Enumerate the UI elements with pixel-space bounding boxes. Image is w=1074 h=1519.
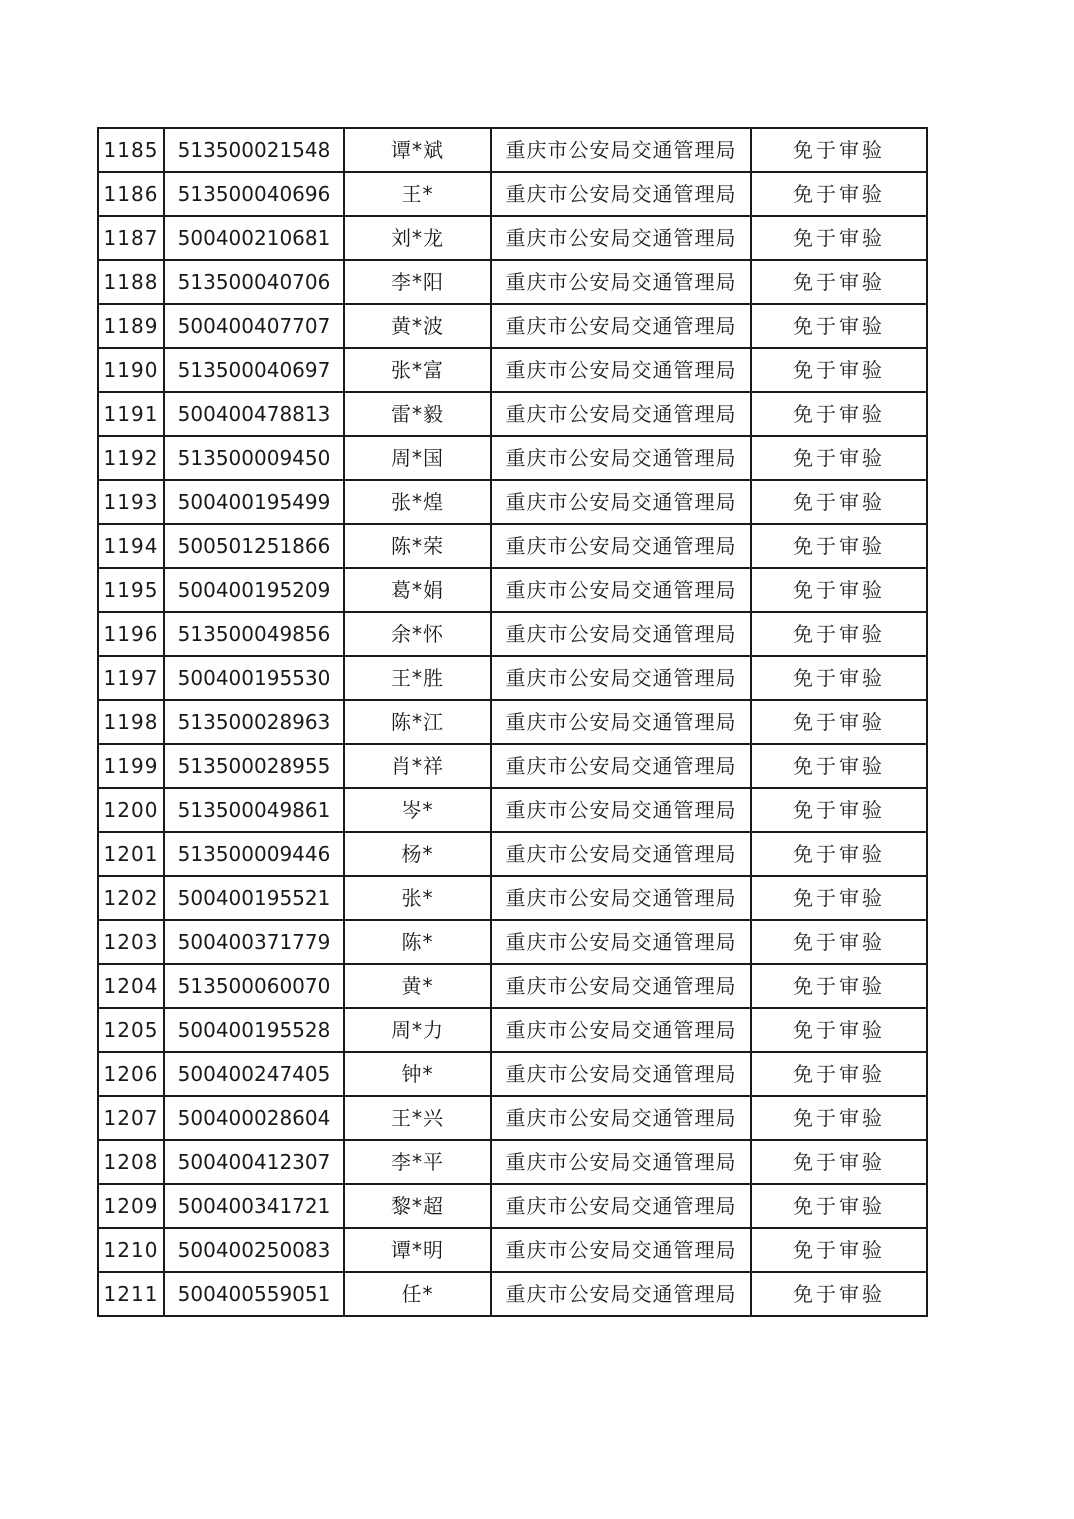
review-result-cell: 免于审验 (751, 700, 927, 744)
review-result-cell: 免于审验 (751, 524, 927, 568)
driver-name-cell: 刘*龙 (344, 216, 491, 260)
license-number-cell: 500400371779 (164, 920, 344, 964)
review-result-cell: 免于审验 (751, 1008, 927, 1052)
driver-name-cell: 陈* (344, 920, 491, 964)
serial-number-cell: 1207 (98, 1096, 164, 1140)
serial-number-cell: 1211 (98, 1272, 164, 1316)
issuing-authority-cell: 重庆市公安局交通管理局 (491, 612, 751, 656)
review-result-cell: 免于审验 (751, 1140, 927, 1184)
license-number-cell: 500400559051 (164, 1272, 344, 1316)
table-row (98, 260, 927, 304)
driver-name-cell: 黄*波 (344, 304, 491, 348)
table-row (98, 964, 927, 1008)
issuing-authority-cell: 重庆市公安局交通管理局 (491, 656, 751, 700)
table-row (98, 568, 927, 612)
license-number-cell: 513500021548 (164, 128, 344, 172)
review-result-cell: 免于审验 (751, 480, 927, 524)
serial-number-cell: 1195 (98, 568, 164, 612)
driver-name-cell: 张*富 (344, 348, 491, 392)
table-row (98, 436, 927, 480)
license-number-cell: 500400195530 (164, 656, 344, 700)
license-number-cell: 513500040696 (164, 172, 344, 216)
issuing-authority-cell: 重庆市公安局交通管理局 (491, 1096, 751, 1140)
serial-number-cell: 1201 (98, 832, 164, 876)
driver-name-cell: 葛*娟 (344, 568, 491, 612)
review-result-cell: 免于审验 (751, 568, 927, 612)
serial-number-cell: 1203 (98, 920, 164, 964)
driver-name-cell: 陈*江 (344, 700, 491, 744)
table-row (98, 304, 927, 348)
issuing-authority-cell: 重庆市公安局交通管理局 (491, 700, 751, 744)
table-row (98, 656, 927, 700)
driver-name-cell: 王*胜 (344, 656, 491, 700)
issuing-authority-cell: 重庆市公安局交通管理局 (491, 304, 751, 348)
issuing-authority-cell: 重庆市公安局交通管理局 (491, 1052, 751, 1096)
record-table (97, 127, 928, 1317)
issuing-authority-cell: 重庆市公安局交通管理局 (491, 524, 751, 568)
issuing-authority-cell: 重庆市公安局交通管理局 (491, 920, 751, 964)
driver-name-cell: 黎*超 (344, 1184, 491, 1228)
record-table-body (98, 128, 927, 1316)
license-number-cell: 500400028604 (164, 1096, 344, 1140)
table-row (98, 128, 927, 172)
driver-name-cell: 张*煌 (344, 480, 491, 524)
issuing-authority-cell: 重庆市公安局交通管理局 (491, 392, 751, 436)
license-number-cell: 500400478813 (164, 392, 344, 436)
issuing-authority-cell: 重庆市公安局交通管理局 (491, 1008, 751, 1052)
review-result-cell: 免于审验 (751, 172, 927, 216)
table-row (98, 1140, 927, 1184)
issuing-authority-cell: 重庆市公安局交通管理局 (491, 348, 751, 392)
license-number-cell: 513500040706 (164, 260, 344, 304)
license-number-cell: 513500040697 (164, 348, 344, 392)
license-number-cell: 500400412307 (164, 1140, 344, 1184)
serial-number-cell: 1202 (98, 876, 164, 920)
driver-name-cell: 王* (344, 172, 491, 216)
table-row (98, 744, 927, 788)
license-number-cell: 500400195209 (164, 568, 344, 612)
review-result-cell: 免于审验 (751, 128, 927, 172)
driver-name-cell: 雷*毅 (344, 392, 491, 436)
issuing-authority-cell: 重庆市公安局交通管理局 (491, 1184, 751, 1228)
review-result-cell: 免于审验 (751, 392, 927, 436)
license-number-cell: 500400247405 (164, 1052, 344, 1096)
review-result-cell: 免于审验 (751, 436, 927, 480)
serial-number-cell: 1191 (98, 392, 164, 436)
license-number-cell: 513500009446 (164, 832, 344, 876)
table-row (98, 392, 927, 436)
driver-name-cell: 黄* (344, 964, 491, 1008)
serial-number-cell: 1198 (98, 700, 164, 744)
driver-name-cell: 余*怀 (344, 612, 491, 656)
driver-name-cell: 任* (344, 1272, 491, 1316)
issuing-authority-cell: 重庆市公安局交通管理局 (491, 568, 751, 612)
issuing-authority-cell: 重庆市公安局交通管理局 (491, 436, 751, 480)
serial-number-cell: 1187 (98, 216, 164, 260)
table-row (98, 832, 927, 876)
table-row (98, 612, 927, 656)
review-result-cell: 免于审验 (751, 1272, 927, 1316)
table-row (98, 172, 927, 216)
table-row (98, 788, 927, 832)
table-row (98, 1008, 927, 1052)
serial-number-cell: 1200 (98, 788, 164, 832)
serial-number-cell: 1206 (98, 1052, 164, 1096)
driver-name-cell: 周*国 (344, 436, 491, 480)
serial-number-cell: 1185 (98, 128, 164, 172)
issuing-authority-cell: 重庆市公安局交通管理局 (491, 480, 751, 524)
license-number-cell: 500501251866 (164, 524, 344, 568)
driver-name-cell: 周*力 (344, 1008, 491, 1052)
license-number-cell: 500400210681 (164, 216, 344, 260)
issuing-authority-cell: 重庆市公安局交通管理局 (491, 744, 751, 788)
issuing-authority-cell: 重庆市公安局交通管理局 (491, 832, 751, 876)
serial-number-cell: 1190 (98, 348, 164, 392)
review-result-cell: 免于审验 (751, 260, 927, 304)
serial-number-cell: 1196 (98, 612, 164, 656)
license-number-cell: 513500049856 (164, 612, 344, 656)
review-result-cell: 免于审验 (751, 1184, 927, 1228)
review-result-cell: 免于审验 (751, 1096, 927, 1140)
license-number-cell: 513500028963 (164, 700, 344, 744)
table-row (98, 1184, 927, 1228)
driver-name-cell: 王*兴 (344, 1096, 491, 1140)
license-number-cell: 500400407707 (164, 304, 344, 348)
review-result-cell: 免于审验 (751, 304, 927, 348)
driver-name-cell: 李*阳 (344, 260, 491, 304)
driver-name-cell: 钟* (344, 1052, 491, 1096)
issuing-authority-cell: 重庆市公安局交通管理局 (491, 172, 751, 216)
driver-name-cell: 杨* (344, 832, 491, 876)
issuing-authority-cell: 重庆市公安局交通管理局 (491, 1140, 751, 1184)
serial-number-cell: 1210 (98, 1228, 164, 1272)
table-row (98, 1052, 927, 1096)
review-result-cell: 免于审验 (751, 876, 927, 920)
issuing-authority-cell: 重庆市公安局交通管理局 (491, 1228, 751, 1272)
driver-name-cell: 张* (344, 876, 491, 920)
license-number-cell: 500400341721 (164, 1184, 344, 1228)
table-row (98, 524, 927, 568)
serial-number-cell: 1194 (98, 524, 164, 568)
review-result-cell: 免于审验 (751, 1052, 927, 1096)
serial-number-cell: 1189 (98, 304, 164, 348)
driver-name-cell: 谭*明 (344, 1228, 491, 1272)
issuing-authority-cell: 重庆市公安局交通管理局 (491, 216, 751, 260)
table-row (98, 216, 927, 260)
table-row (98, 920, 927, 964)
table-row (98, 480, 927, 524)
driver-name-cell: 肖*祥 (344, 744, 491, 788)
issuing-authority-cell: 重庆市公安局交通管理局 (491, 128, 751, 172)
review-result-cell: 免于审验 (751, 832, 927, 876)
table-row (98, 1272, 927, 1316)
review-result-cell: 免于审验 (751, 612, 927, 656)
review-result-cell: 免于审验 (751, 1228, 927, 1272)
issuing-authority-cell: 重庆市公安局交通管理局 (491, 260, 751, 304)
license-number-cell: 500400250083 (164, 1228, 344, 1272)
issuing-authority-cell: 重庆市公安局交通管理局 (491, 876, 751, 920)
review-result-cell: 免于审验 (751, 788, 927, 832)
table-row (98, 876, 927, 920)
serial-number-cell: 1192 (98, 436, 164, 480)
table-row (98, 348, 927, 392)
issuing-authority-cell: 重庆市公安局交通管理局 (491, 964, 751, 1008)
serial-number-cell: 1199 (98, 744, 164, 788)
license-number-cell: 513500049861 (164, 788, 344, 832)
license-number-cell: 513500009450 (164, 436, 344, 480)
review-result-cell: 免于审验 (751, 920, 927, 964)
driver-name-cell: 岑* (344, 788, 491, 832)
review-result-cell: 免于审验 (751, 348, 927, 392)
serial-number-cell: 1188 (98, 260, 164, 304)
license-number-cell: 513500028955 (164, 744, 344, 788)
review-result-cell: 免于审验 (751, 744, 927, 788)
serial-number-cell: 1197 (98, 656, 164, 700)
serial-number-cell: 1204 (98, 964, 164, 1008)
serial-number-cell: 1186 (98, 172, 164, 216)
table-row (98, 1096, 927, 1140)
table-row (98, 700, 927, 744)
driver-name-cell: 谭*斌 (344, 128, 491, 172)
serial-number-cell: 1209 (98, 1184, 164, 1228)
serial-number-cell: 1208 (98, 1140, 164, 1184)
license-number-cell: 513500060070 (164, 964, 344, 1008)
license-number-cell: 500400195499 (164, 480, 344, 524)
driver-name-cell: 李*平 (344, 1140, 491, 1184)
issuing-authority-cell: 重庆市公安局交通管理局 (491, 788, 751, 832)
review-result-cell: 免于审验 (751, 964, 927, 1008)
table-row (98, 1228, 927, 1272)
license-number-cell: 500400195528 (164, 1008, 344, 1052)
serial-number-cell: 1193 (98, 480, 164, 524)
review-result-cell: 免于审验 (751, 216, 927, 260)
issuing-authority-cell: 重庆市公安局交通管理局 (491, 1272, 751, 1316)
driver-name-cell: 陈*荣 (344, 524, 491, 568)
review-result-cell: 免于审验 (751, 656, 927, 700)
serial-number-cell: 1205 (98, 1008, 164, 1052)
license-number-cell: 500400195521 (164, 876, 344, 920)
